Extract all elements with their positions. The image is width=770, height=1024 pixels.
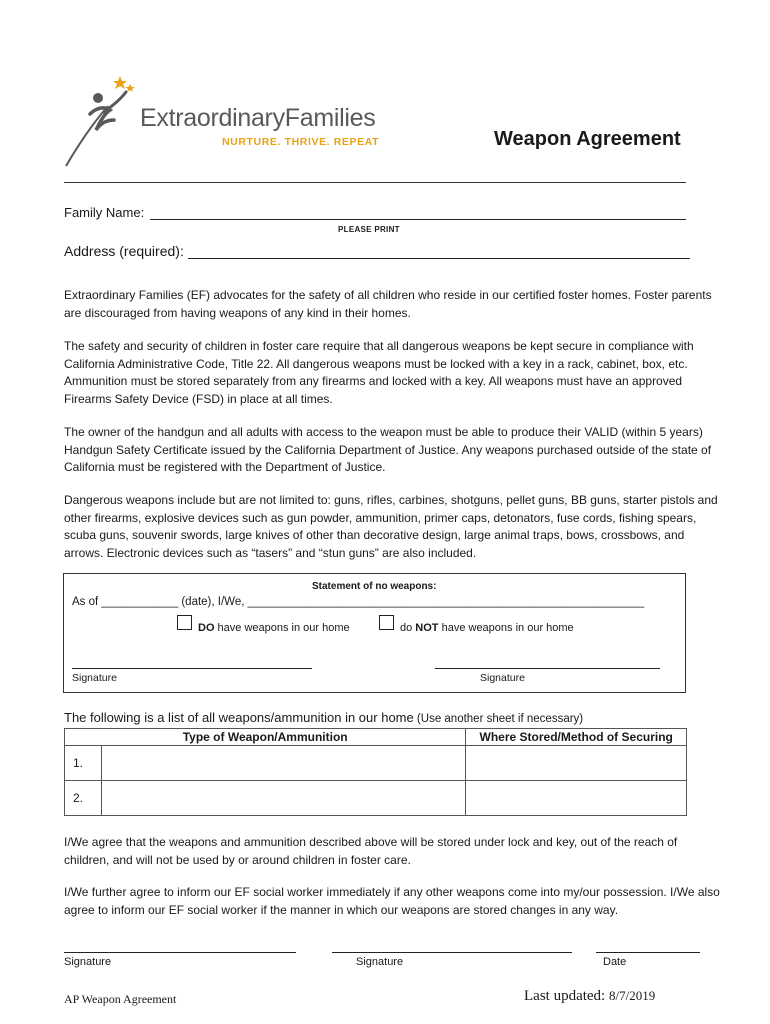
where-stored-cell[interactable]: [466, 746, 687, 781]
logo-tagline: NURTURE. THRIVE. REPEAT: [222, 136, 380, 148]
as-of-line: As of ____________ (date), I/We, ______________________________________________________________: [72, 596, 645, 608]
title-divider: [64, 182, 686, 183]
address-field[interactable]: [188, 258, 690, 259]
do-not-rest-text: have weapons in our home: [438, 622, 574, 634]
statement-signature-line-left[interactable]: [72, 668, 312, 669]
family-name-field[interactable]: [150, 219, 686, 220]
weapons-list-intro-text: The following is a list of all weapons/ammunition in our home: [64, 710, 414, 725]
last-updated-label: Last updated:: [524, 988, 606, 1004]
do-not-have-weapons-checkbox[interactable]: [379, 615, 394, 630]
logo-word-bold: Extraordinary: [140, 104, 285, 132]
header-type-of-weapon: Type of Weapon/Ammunition: [65, 729, 466, 746]
table-row: [65, 781, 687, 816]
header-where-stored: Where Stored/Method of Securing: [466, 729, 687, 746]
do-not-pre-text: do: [400, 622, 416, 634]
date-line[interactable]: [596, 952, 700, 953]
row-number: 1.: [65, 746, 102, 781]
signature-label-1: Signature: [64, 956, 112, 968]
statement-heading: Statement of no weapons:: [312, 581, 437, 592]
address-label: Address (required):: [64, 243, 184, 259]
statement-signature-line-right[interactable]: [435, 668, 660, 669]
weapons-table: [64, 728, 687, 816]
signature-line-2[interactable]: [332, 952, 572, 953]
last-updated-date: 8/7/2019: [608, 988, 656, 1003]
agreement-paragraph-2: I/We further agree to inform our EF social worker immediately if any other weapons come into my/our possession. I/We also agree to inform our EF social worker if the manner in which our weapons are stored changes in any way.: [64, 885, 720, 917]
signature-label-2: Signature: [356, 956, 404, 968]
dangerous-weapons-paragraph: Dangerous weapons include but are not limited to: guns, rifles, carbines, shotguns, pellet guns, BB guns, starter pistols and other firearms, explosive devices such as gun powder, ammunition, primer caps, detonators, fuse cords, fishing spears, scuba guns, souvenir swords, large knives of other than decorative design, large animal traps, bows, crossbows, and arrows. Electronic devices such as “tasers” and “stun guns” are also included.: [64, 493, 718, 560]
do-not-have-weapons-label: [400, 622, 574, 634]
do-have-weapons-checkbox[interactable]: [177, 615, 192, 630]
row-number: 2.: [65, 781, 102, 816]
weapons-list-intro: [64, 710, 583, 725]
logo-wordmark: [140, 104, 375, 133]
weapon-type-cell[interactable]: [102, 781, 466, 816]
weapons-list-note: (Use another sheet if necessary): [413, 713, 584, 725]
please-print-hint: PLEASE PRINT: [338, 225, 400, 234]
safety-paragraph: The safety and security of children in foster care require that all dangerous weapons be kept secure in compliance with California Administrative Code, Title 22. All dangerous weapons must be locked with a key in a rack, cabinet, box, etc. Ammunition must be stored separately from any firearms and locked with a key. All weapons must have an approved Firearms Safety Device (FSD) in place at all times.: [64, 339, 694, 406]
extraordinary-families-logo-icon: [60, 70, 140, 170]
not-bold-text: NOT: [415, 622, 439, 634]
statement-signature-label-left: Signature: [72, 672, 117, 684]
do-bold-text: DO: [198, 622, 215, 634]
weapons-table-header: [65, 729, 687, 746]
date-label: Date: [603, 956, 627, 968]
where-stored-cell[interactable]: [466, 781, 687, 816]
weapon-type-cell[interactable]: [102, 746, 466, 781]
do-rest-text: have weapons in our home: [214, 622, 350, 634]
family-name-label: Family Name:: [64, 205, 145, 220]
do-have-weapons-label: [198, 622, 350, 634]
handgun-paragraph: The owner of the handgun and all adults with access to the weapon must be able to produce their VALID (within 5 years) Handgun Safety Certificate issued by the California Department of Justice. Any weapons purchased outside of the state of California must be registered with the Department of Justice.: [64, 425, 712, 475]
logo-word-light: Families: [284, 104, 376, 132]
footer-last-updated: [524, 988, 655, 1005]
document-title: Weapon Agreement: [494, 128, 681, 150]
intro-paragraph: Extraordinary Families (EF) advocates for the safety of all children who reside in our certified foster homes. Foster parents are discouraged from having weapons of any kind in their homes.: [64, 288, 712, 320]
signature-line-1[interactable]: [64, 952, 296, 953]
agreement-paragraph-1: I/We agree that the weapons and ammunition described above will be stored under lock and key, out of the reach of children, and will not be used by or around children in foster care.: [64, 835, 678, 867]
footer-form-name: AP Weapon Agreement: [64, 992, 177, 1006]
statement-signature-label-right: Signature: [480, 672, 525, 684]
table-row: [65, 746, 687, 781]
